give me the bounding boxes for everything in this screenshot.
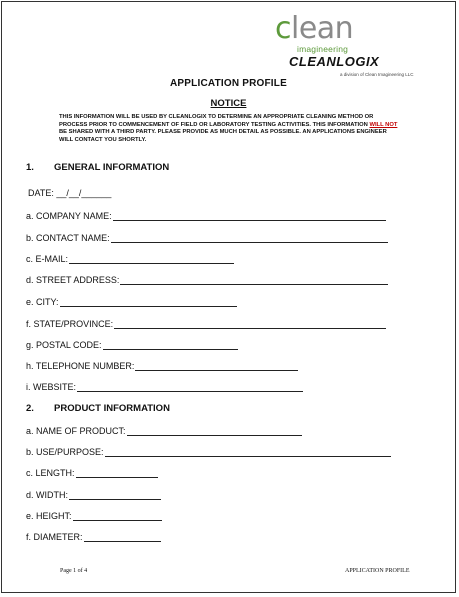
use-purpose-field[interactable] xyxy=(26,447,391,457)
logo-clean-c: c xyxy=(275,11,291,46)
field-label: h. TELEPHONE NUMBER: xyxy=(26,361,135,371)
logo-cleanlogix xyxy=(289,54,379,69)
height-input-line[interactable] xyxy=(73,511,162,521)
page-title: APPLICATION PROFILE xyxy=(170,78,287,89)
field-label: c. E-MAIL: xyxy=(26,254,69,264)
notice-paragraph xyxy=(59,114,399,144)
city-field[interactable] xyxy=(26,297,237,307)
postal-code-input-line[interactable] xyxy=(103,340,238,350)
height-field[interactable] xyxy=(26,511,162,521)
contact-name-field[interactable] xyxy=(26,233,388,243)
contact-name-input-line[interactable] xyxy=(111,233,388,243)
product-name-field[interactable] xyxy=(26,426,302,436)
logo-imagineering: imagineering xyxy=(297,44,349,54)
diameter-field[interactable] xyxy=(26,532,161,542)
width-input-line[interactable] xyxy=(69,490,161,500)
notice-emphasis: WILL NOT xyxy=(369,121,398,128)
length-input-line[interactable] xyxy=(76,468,158,478)
logo-division-text: a division of Clean Imagineering LLC xyxy=(340,72,414,77)
company-name-input-line[interactable] xyxy=(113,211,386,221)
page-number: Page 1 of 4 xyxy=(60,568,88,574)
product-name-input-line[interactable] xyxy=(127,426,302,436)
length-field[interactable] xyxy=(26,468,158,478)
telephone-field[interactable] xyxy=(26,361,298,371)
field-label: e. HEIGHT: xyxy=(26,511,72,521)
email-input-line[interactable] xyxy=(69,254,234,264)
logo-clean-word xyxy=(275,11,415,46)
field-label: f. STATE/PROVINCE: xyxy=(26,319,114,329)
state-province-input-line[interactable] xyxy=(114,319,386,329)
logo-cleanlogix-a: CLEAN xyxy=(289,54,337,69)
logo-cleanlogix-b: LOGIX xyxy=(336,54,380,69)
city-input-line[interactable] xyxy=(60,297,237,307)
use-purpose-input-line[interactable] xyxy=(105,447,391,457)
field-label: b. USE/PURPOSE: xyxy=(26,447,104,457)
notice-text-2: BE SHARED WITH A THIRD PARTY. PLEASE PROVIDE AS MUCH DETAIL AS POSSIBLE. AN APPLICATIONS ENGINEER WILL CONTACT YOU SHORTLY. xyxy=(59,129,387,143)
diameter-input-line[interactable] xyxy=(84,532,161,542)
notice-text-1: THIS INFORMATION WILL BE USED BY CLEANLOGIX TO DETERMINE AN APPROPRIATE CLEANING METHOD OR PROCESS PRIOR TO COMMENCEMENT OF FIELD OR LABORATORY TESTING ACTIVITIES. THIS INFORMATION xyxy=(59,114,374,128)
postal-code-field[interactable] xyxy=(26,340,238,350)
street-address-input-line[interactable] xyxy=(120,275,388,285)
email-field[interactable] xyxy=(26,254,234,264)
field-label: d. WIDTH: xyxy=(26,490,68,500)
width-field[interactable] xyxy=(26,490,161,500)
field-label: g. POSTAL CODE: xyxy=(26,340,102,350)
section-2-number: 2. xyxy=(26,403,34,414)
form-page xyxy=(1,1,456,593)
section-1-number: 1. xyxy=(26,162,34,173)
section-2-heading xyxy=(26,403,170,414)
field-label: e. CITY: xyxy=(26,297,59,307)
section-1-heading xyxy=(26,162,169,173)
field-label: a. COMPANY NAME: xyxy=(26,211,112,221)
section-1-title: GENERAL INFORMATION xyxy=(54,162,170,173)
website-input-line[interactable] xyxy=(77,382,303,392)
company-name-field[interactable] xyxy=(26,211,386,221)
street-address-field[interactable] xyxy=(26,275,388,285)
date-field[interactable]: DATE: __/__/______ xyxy=(28,188,112,198)
field-label: b. CONTACT NAME: xyxy=(26,233,110,243)
field-label: a. NAME OF PRODUCT: xyxy=(26,426,126,436)
field-label: i. WEBSITE: xyxy=(26,382,77,392)
telephone-input-line[interactable] xyxy=(135,361,298,371)
notice-heading: NOTICE xyxy=(210,98,247,109)
section-2-title: PRODUCT INFORMATION xyxy=(54,403,170,414)
footer-document-title: APPLICATION PROFILE xyxy=(345,568,410,574)
logo-clean-rest: lean xyxy=(291,11,354,46)
state-province-field[interactable] xyxy=(26,319,386,329)
website-field[interactable] xyxy=(26,382,303,392)
company-logo xyxy=(275,11,415,84)
field-label: c. LENGTH: xyxy=(26,468,75,478)
field-label: d. STREET ADDRESS: xyxy=(26,275,120,285)
field-label: f. DIAMETER: xyxy=(26,532,83,542)
